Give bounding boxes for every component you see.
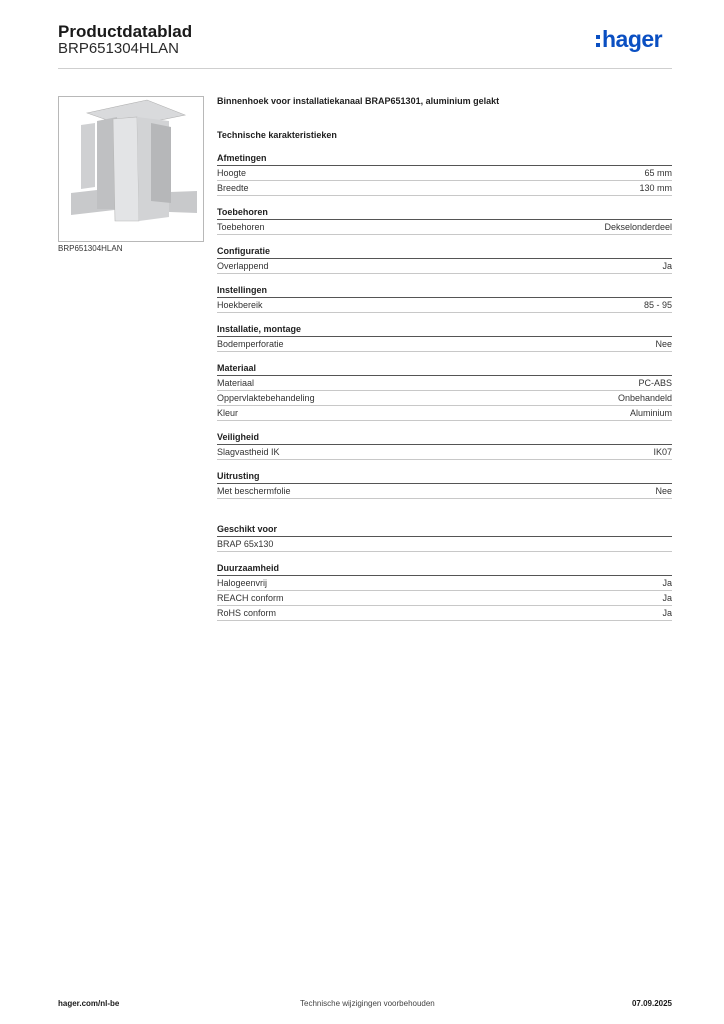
spec-label: RoHS conform — [217, 608, 277, 618]
spec-content — [217, 96, 672, 621]
spec-value: Ja — [662, 608, 672, 618]
section-title: Geschikt voor — [217, 523, 672, 537]
spec-section — [217, 245, 672, 274]
spec-label: Materiaal — [217, 378, 255, 388]
spec-value: Onbehandeld — [617, 393, 672, 403]
product-code: BRP651304HLAN — [58, 40, 179, 57]
spec-row — [217, 537, 672, 552]
spec-value: Ja — [662, 578, 672, 588]
spec-label: REACH conform — [217, 593, 284, 603]
spec-sections — [217, 152, 672, 621]
spec-row — [217, 298, 672, 313]
spec-label: Kleur — [217, 408, 239, 418]
spec-label: Bodemperforatie — [217, 339, 284, 349]
footer-date: 07.09.2025 — [631, 999, 672, 1008]
product-description: Binnenhoek voor installatiekanaal BRAP651301, aluminium gelakt — [217, 96, 500, 106]
section-title: Toebehoren — [217, 206, 672, 220]
spec-row — [217, 337, 672, 352]
spec-row — [217, 606, 672, 621]
section-title: Veiligheid — [217, 431, 672, 445]
section-title: Instellingen — [217, 284, 672, 298]
spec-value: Dekselonderdeel — [604, 222, 672, 232]
spec-value: 130 mm — [639, 183, 672, 193]
spec-section — [217, 431, 672, 460]
spec-value: Aluminium — [629, 408, 672, 418]
section-title: Configuratie — [217, 245, 672, 259]
spec-row — [217, 406, 672, 421]
spec-label: Halogeenvrij — [217, 578, 268, 588]
spec-value: Ja — [662, 261, 672, 271]
spec-value: 85 - 95 — [643, 300, 672, 310]
spec-section — [217, 523, 672, 552]
spec-row — [217, 376, 672, 391]
spec-row — [217, 484, 672, 499]
section-title: Installatie, montage — [217, 323, 672, 337]
section-title: Afmetingen — [217, 152, 672, 166]
section-title: Duurzaamheid — [217, 562, 672, 576]
spec-label: Oppervlaktebehandeling — [217, 393, 315, 403]
hager-logo — [596, 26, 676, 58]
spec-section — [217, 323, 672, 352]
section-gap — [217, 499, 672, 513]
spec-section — [217, 470, 672, 499]
spec-row — [217, 391, 672, 406]
spec-label: Overlappend — [217, 261, 269, 271]
spec-label: Slagvastheid IK — [217, 447, 280, 457]
tech-heading: Technische karakteristieken — [217, 130, 337, 140]
spec-label: Toebehoren — [217, 222, 265, 232]
spec-value: IK07 — [653, 447, 672, 457]
logo-dots-icon — [596, 35, 600, 51]
spec-label: Hoogte — [217, 168, 247, 178]
footer-note: Technische wijzigingen voorbehouden — [300, 999, 435, 1008]
spec-section — [217, 206, 672, 235]
spec-value: Ja — [662, 593, 672, 603]
section-title: Materiaal — [217, 362, 672, 376]
product-photo-icon — [59, 97, 203, 241]
spec-label: Met beschermfolie — [217, 486, 291, 496]
page-title: Productdatablad — [58, 22, 193, 41]
spec-row — [217, 166, 672, 181]
spec-row — [217, 259, 672, 274]
spec-row — [217, 445, 672, 460]
spec-value: PC-ABS — [638, 378, 672, 388]
spec-label: Hoekbereik — [217, 300, 263, 310]
spec-value: 65 mm — [644, 168, 672, 178]
spec-section — [217, 152, 672, 196]
product-image — [58, 96, 204, 242]
spec-label: BRAP 65x130 — [217, 539, 274, 549]
logo-text: hager — [602, 26, 663, 52]
spec-section — [217, 362, 672, 421]
header-divider — [58, 68, 672, 69]
spec-section — [217, 562, 672, 621]
spec-value: Nee — [655, 486, 672, 496]
spec-row — [217, 576, 672, 591]
image-caption: BRP651304HLAN — [58, 244, 123, 253]
spec-label: Breedte — [217, 183, 249, 193]
section-title: Uitrusting — [217, 470, 672, 484]
spec-value: Nee — [655, 339, 672, 349]
footer-website: hager.com/nl-be — [58, 999, 120, 1008]
spec-section — [217, 284, 672, 313]
spec-row — [217, 220, 672, 235]
spec-row — [217, 181, 672, 196]
spec-row — [217, 591, 672, 606]
